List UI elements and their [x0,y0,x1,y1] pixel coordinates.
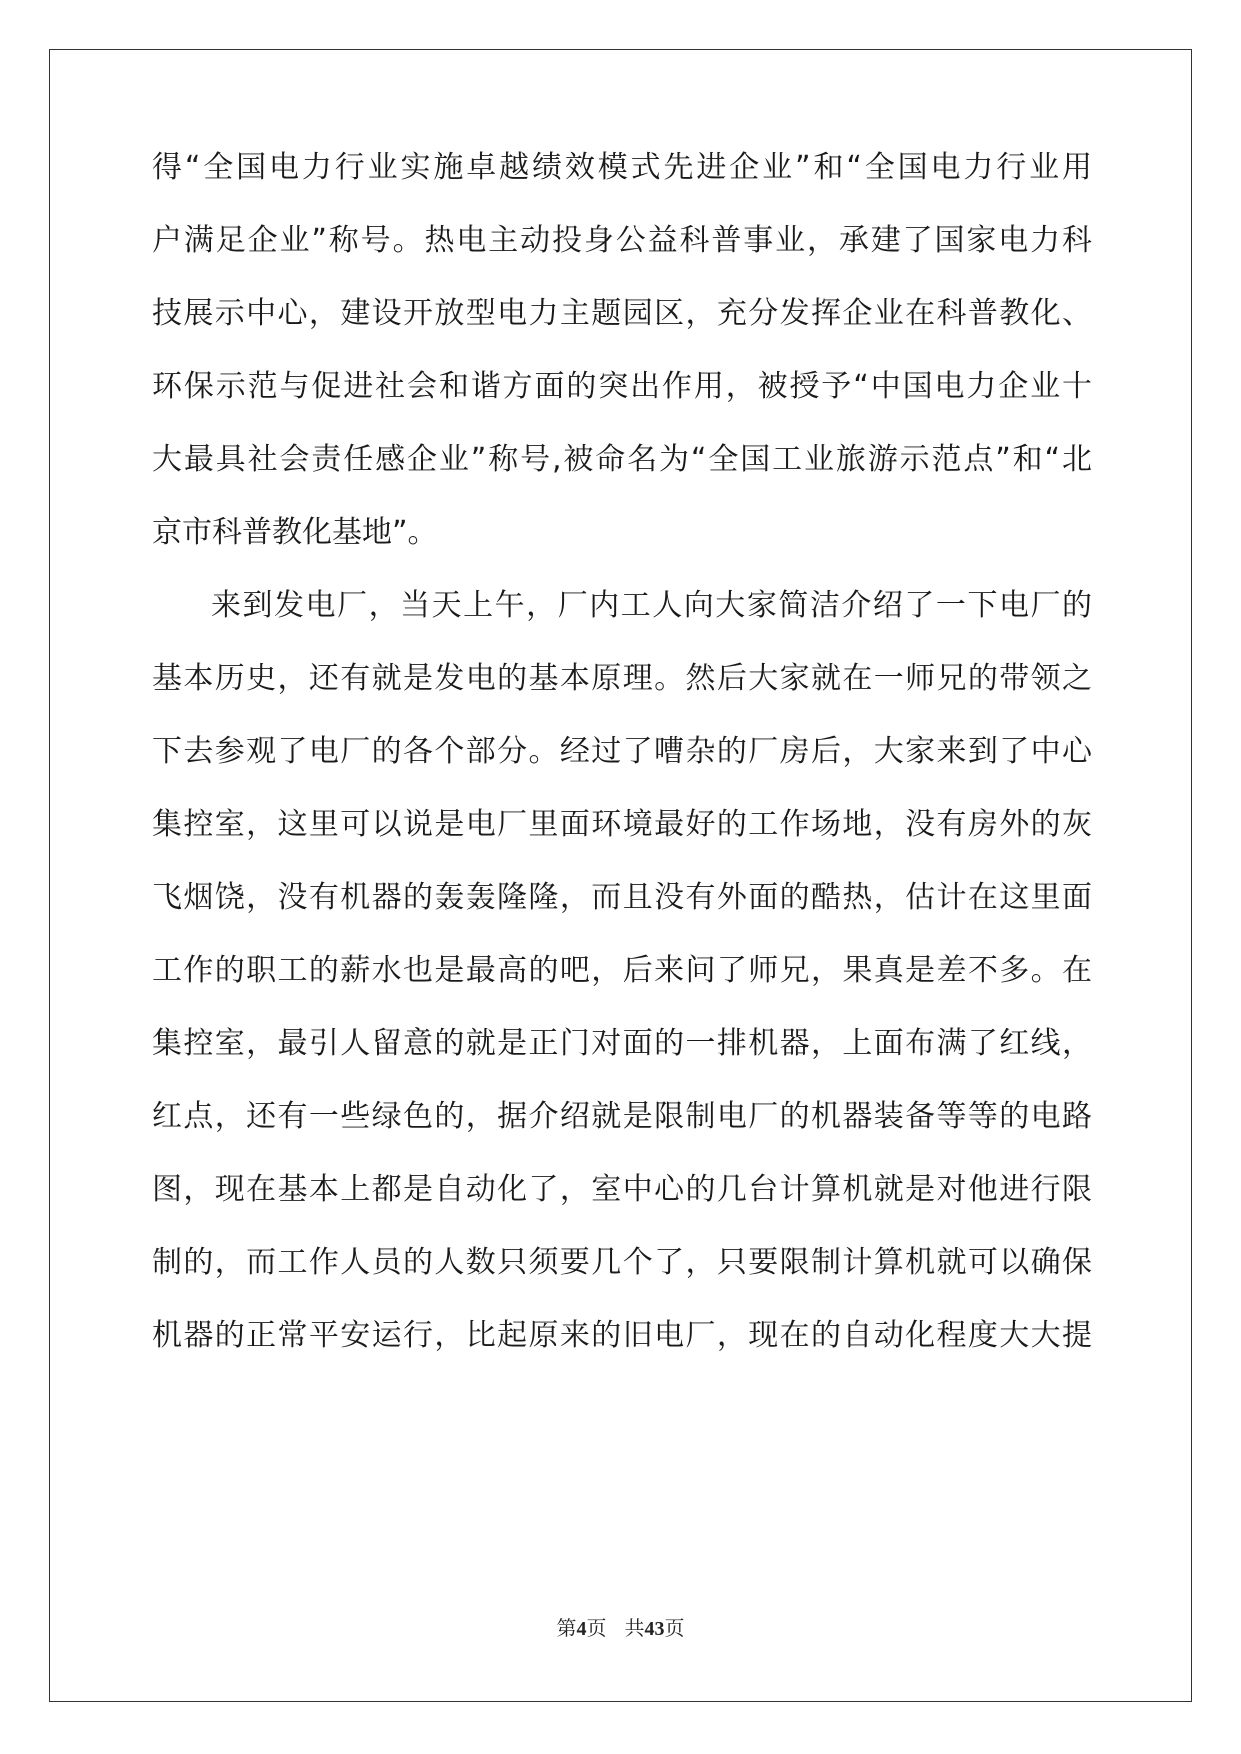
paragraph-2-line-11: 机器的正常平安运行，比起原来的旧电厂，现在的自动化程度大大提 [152,1318,1092,1353]
paragraph-2-line-3: 下去参观了电厂的各个部分。经过了嘈杂的厂房后，大家来到了中心 [152,734,1092,769]
page-footer [0,1612,1241,1641]
page-prefix: 第 [556,1618,577,1640]
total-suffix: 页 [664,1618,685,1640]
paragraph-1-line-5: 大最具社会责任感企业”称号,被命名为“全国工业旅游示范点”和“北 [152,442,1092,477]
paragraph-2-line-9: 图，现在基本上都是自动化了，室中心的几台计算机就是对他进行限 [152,1172,1092,1207]
paragraph-1-line-6: 京市科普教化基地”。 [152,515,438,550]
total-prefix: 共 [624,1618,645,1640]
paragraph-2-line-7: 集控室，最引人留意的就是正门对面的一排机器，上面布满了红线， [152,1026,1092,1061]
paragraph-1-line-4: 环保示范与促进社会和谐方面的突出作用，被授予“中国电力企业十 [152,369,1092,404]
paragraph-2-line-10: 制的，而工作人员的人数只须要几个了，只要限制计算机就可以确保 [152,1245,1092,1280]
paragraph-1-line-3: 技展示中心，建设开放型电力主题园区，充分发挥企业在科普教化、 [152,296,1092,331]
paragraph-2-line-8: 红点，还有一些绿色的，据介绍就是限制电厂的机器装备等等的电路 [152,1099,1092,1134]
page-current: 4 [576,1618,587,1640]
paragraph-1-line-2: 户满足企业”称号。热电主动投身公益科普事业，承建了国家电力科 [152,223,1092,258]
paragraph-2-line-2: 基本历史，还有就是发电的基本原理。然后大家就在一师兄的带领之 [152,661,1092,696]
paragraph-2-line-4: 集控室，这里可以说是电厂里面环境最好的工作场地，没有房外的灰 [152,807,1092,842]
page-suffix: 页 [586,1618,607,1640]
paragraph-2-line-1: 来到发电厂，当天上午，厂内工人向大家简洁介绍了一下电厂的 [211,588,1092,623]
page-total: 43 [644,1618,665,1640]
paragraph-2-line-6: 工作的职工的薪水也是最高的吧，后来问了师兄，果真是差不多。在 [152,953,1092,988]
paragraph-1-line-1: 得“全国电力行业实施卓越绩效模式先进企业”和“全国电力行业用 [152,150,1092,185]
paragraph-2-line-5: 飞烟饶，没有机器的轰轰隆隆，而且没有外面的酷热，估计在这里面 [152,880,1092,915]
